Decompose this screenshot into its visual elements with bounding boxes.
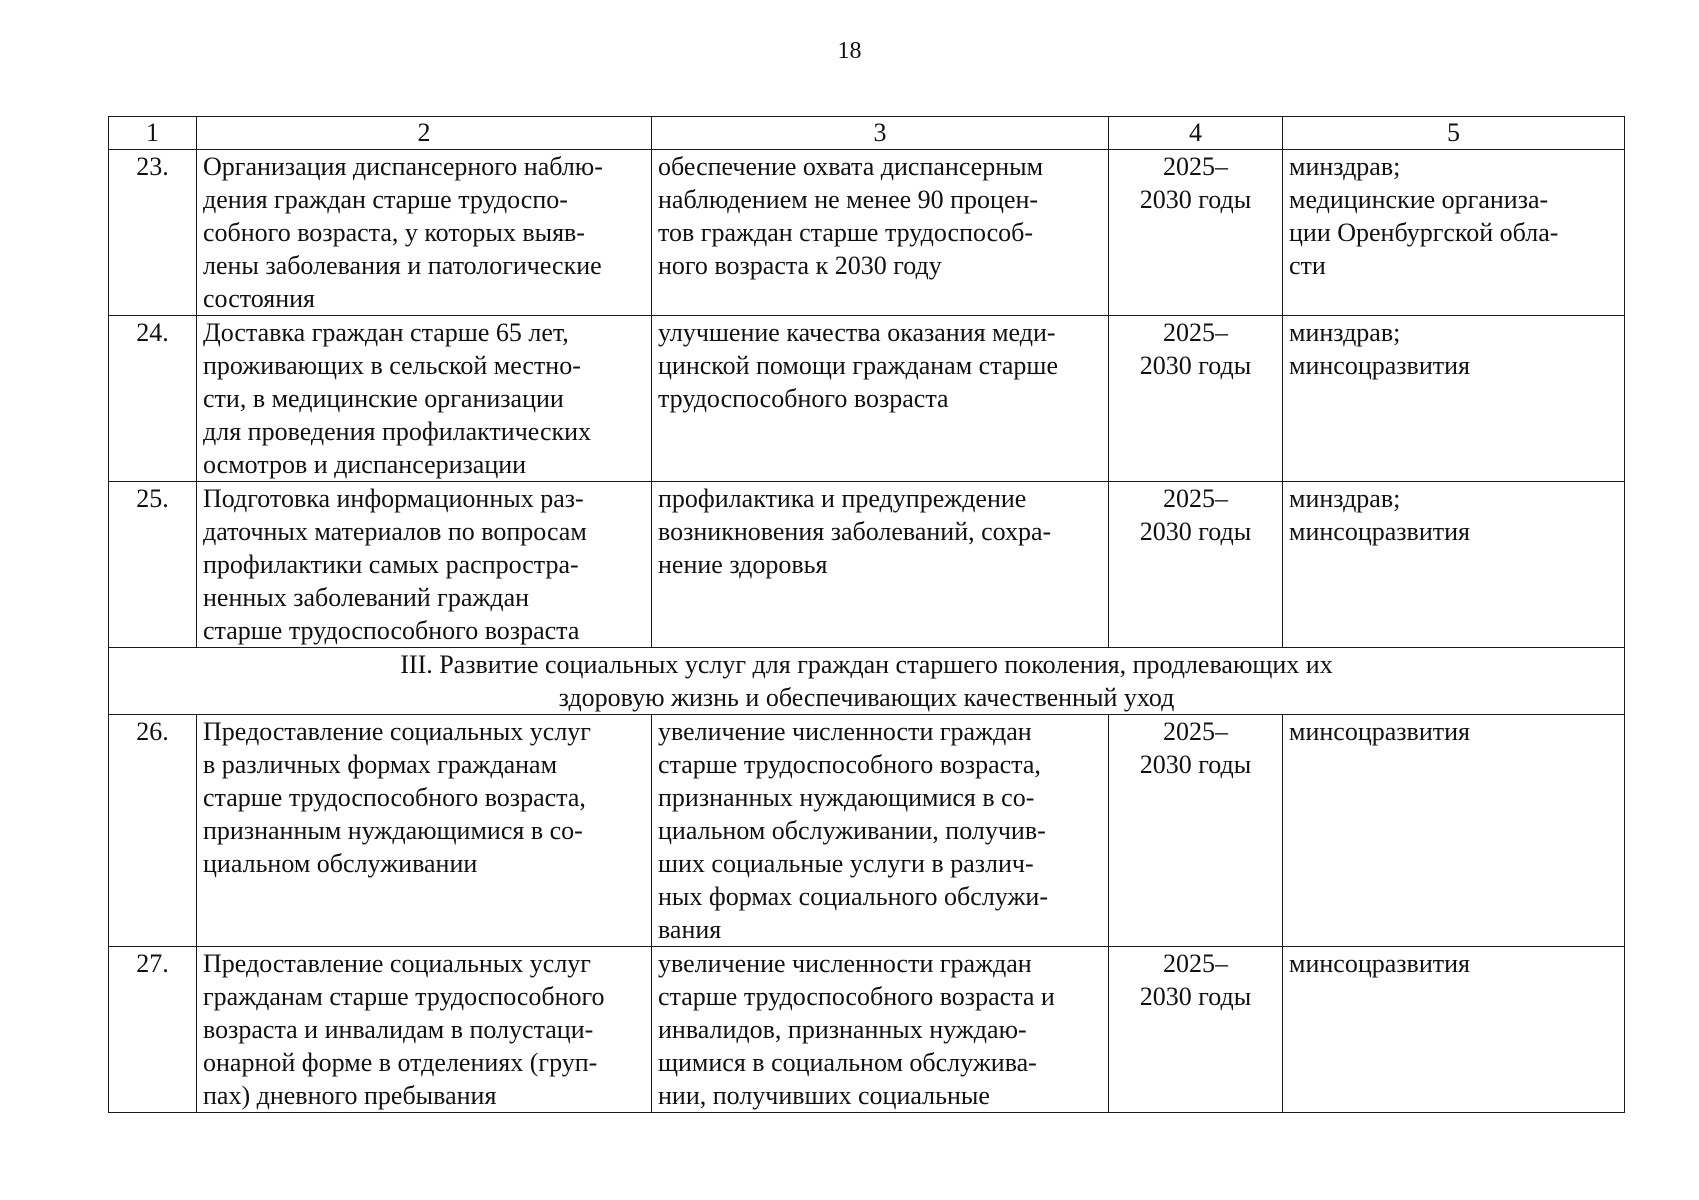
result-cell	[652, 316, 1109, 482]
result-line: щимися в социальном обслужива-	[658, 1048, 1037, 1077]
executor-line: сти	[1289, 251, 1326, 280]
result-cell	[652, 482, 1109, 648]
activity-line: даточных материалов по вопросам	[203, 517, 587, 546]
header-col-2: 2	[197, 117, 652, 150]
section-heading-line: здоровую жизнь и обеспечивающих качественный уход	[558, 683, 1175, 712]
activity-line: Организация диспансерного наблю-	[203, 152, 603, 181]
executor-line: ции Оренбургской обла-	[1289, 218, 1559, 247]
row-number: 24.	[109, 316, 197, 482]
result-line: ших социальные услуги в различ-	[658, 849, 1034, 878]
header-col-3: 3	[652, 117, 1109, 150]
section-heading-row	[109, 648, 1625, 715]
table-header-row	[109, 117, 1625, 150]
activity-line: собного возраста, у которых выяв-	[203, 218, 585, 247]
activity-line: ненных заболеваний граждан	[203, 583, 530, 612]
table-row	[109, 150, 1625, 316]
activity-line: Доставка граждан старше 65 лет,	[203, 318, 569, 347]
executor-line: минсоцразвития	[1289, 717, 1470, 746]
result-line: увеличение численности граждан	[658, 949, 1032, 978]
period-cell	[1109, 482, 1283, 648]
executor-line: медицинские организа-	[1289, 185, 1549, 214]
executors-cell	[1283, 316, 1625, 482]
row-number: 26.	[109, 715, 197, 947]
period-line: 2025–	[1163, 484, 1228, 513]
period-cell	[1109, 150, 1283, 316]
result-line: цинской помощи гражданам старше	[658, 351, 1058, 380]
activity-line: пах) дневного пребывания	[203, 1081, 497, 1110]
period-line: 2025–	[1163, 717, 1228, 746]
row-number: 23.	[109, 150, 197, 316]
header-col-5: 5	[1283, 117, 1625, 150]
executor-line: минсоцразвития	[1289, 517, 1470, 546]
result-line: наблюдением не менее 90 процен-	[658, 185, 1039, 214]
activity-cell	[197, 482, 652, 648]
activity-line: проживающих в сельской местно-	[203, 351, 581, 380]
period-cell	[1109, 715, 1283, 947]
result-line: вания	[658, 915, 722, 944]
activity-line: дения граждан старше трудоспо-	[203, 185, 568, 214]
table-row	[109, 316, 1625, 482]
period-line: 2025–	[1163, 949, 1228, 978]
activity-line: старше трудоспособного возраста,	[203, 783, 586, 812]
period-line: 2025–	[1163, 318, 1228, 347]
result-cell	[652, 150, 1109, 316]
result-line: нии, получивших социальные	[658, 1081, 990, 1110]
activity-line: Предоставление социальных услуг	[203, 949, 591, 978]
activity-line: профилактики самых распростра-	[203, 550, 579, 579]
period-line: 2030 годы	[1139, 750, 1252, 779]
result-cell	[652, 947, 1109, 1113]
activity-line: осмотров и диспансеризации	[203, 450, 527, 479]
result-line: обеспечение охвата диспансерным	[658, 152, 1044, 181]
executor-line: минсоцразвития	[1289, 949, 1470, 978]
activity-cell	[197, 715, 652, 947]
activity-line: старше трудоспособного возраста	[203, 616, 580, 645]
result-line: увеличение численности граждан	[658, 717, 1032, 746]
period-line: 2025–	[1163, 152, 1228, 181]
header-col-1: 1	[109, 117, 197, 150]
executors-cell	[1283, 482, 1625, 648]
result-line: ного возраста к 2030 году	[658, 251, 942, 280]
table-row	[109, 715, 1625, 947]
result-line: ных формах социального обслужи-	[658, 882, 1048, 911]
activity-line: Подготовка информационных раз-	[203, 484, 584, 513]
period-cell	[1109, 316, 1283, 482]
result-line: циальном обслуживании, получив-	[658, 816, 1046, 845]
result-cell	[652, 715, 1109, 947]
executor-line: минсоцразвития	[1289, 351, 1470, 380]
activity-cell	[197, 316, 652, 482]
executors-cell	[1283, 947, 1625, 1113]
activity-line: Предоставление социальных услуг	[203, 717, 591, 746]
executor-line: минздрав;	[1289, 318, 1401, 347]
period-line: 2030 годы	[1139, 185, 1252, 214]
activity-line: циальном обслуживании	[203, 849, 478, 878]
table-row	[109, 947, 1625, 1113]
page-number: 18	[837, 38, 862, 64]
activity-cell	[197, 150, 652, 316]
period-cell	[1109, 947, 1283, 1113]
activity-line: возраста и инвалидам в полустаци-	[203, 1015, 594, 1044]
result-line: инвалидов, признанных нуждаю-	[658, 1015, 1027, 1044]
row-number: 27.	[109, 947, 197, 1113]
activity-line: состояния	[203, 284, 315, 313]
table-row	[109, 482, 1625, 648]
result-line: улучшение качества оказания меди-	[658, 318, 1056, 347]
result-line: старше трудоспособного возраста и	[658, 982, 1055, 1011]
executor-line: минздрав;	[1289, 152, 1401, 181]
section-heading-line: III. Развитие социальных услуг для граждан старшего поколения, продлевающих их	[400, 650, 1333, 679]
period-line: 2030 годы	[1139, 517, 1252, 546]
header-col-4: 4	[1109, 117, 1283, 150]
result-line: старше трудоспособного возраста,	[658, 750, 1041, 779]
activity-line: сти, в медицинские организации	[203, 384, 564, 413]
executors-cell	[1283, 150, 1625, 316]
period-line: 2030 годы	[1139, 982, 1252, 1011]
result-line: тов граждан старше трудоспособ-	[658, 218, 1034, 247]
activity-line: онарной форме в отделениях (груп-	[203, 1048, 598, 1077]
measures-table	[108, 116, 1625, 1113]
period-line: 2030 годы	[1139, 351, 1252, 380]
row-number: 25.	[109, 482, 197, 648]
result-line: нение здоровья	[658, 550, 828, 579]
activity-line: гражданам старше трудоспособного	[203, 982, 605, 1011]
activity-line: лены заболевания и патологические	[203, 251, 602, 280]
result-line: возникновения заболеваний, сохра-	[658, 517, 1052, 546]
result-line: трудоспособного возраста	[658, 384, 949, 413]
executor-line: минздрав;	[1289, 484, 1401, 513]
result-line: признанных нуждающимися в со-	[658, 783, 1035, 812]
activity-line: в различных формах гражданам	[203, 750, 558, 779]
section-heading	[109, 648, 1625, 715]
executors-cell	[1283, 715, 1625, 947]
result-line: профилактика и предупреждение	[658, 484, 1027, 513]
activity-cell	[197, 947, 652, 1113]
activity-line: для проведения профилактических	[203, 417, 592, 446]
activity-line: признанным нуждающимися в со-	[203, 816, 583, 845]
